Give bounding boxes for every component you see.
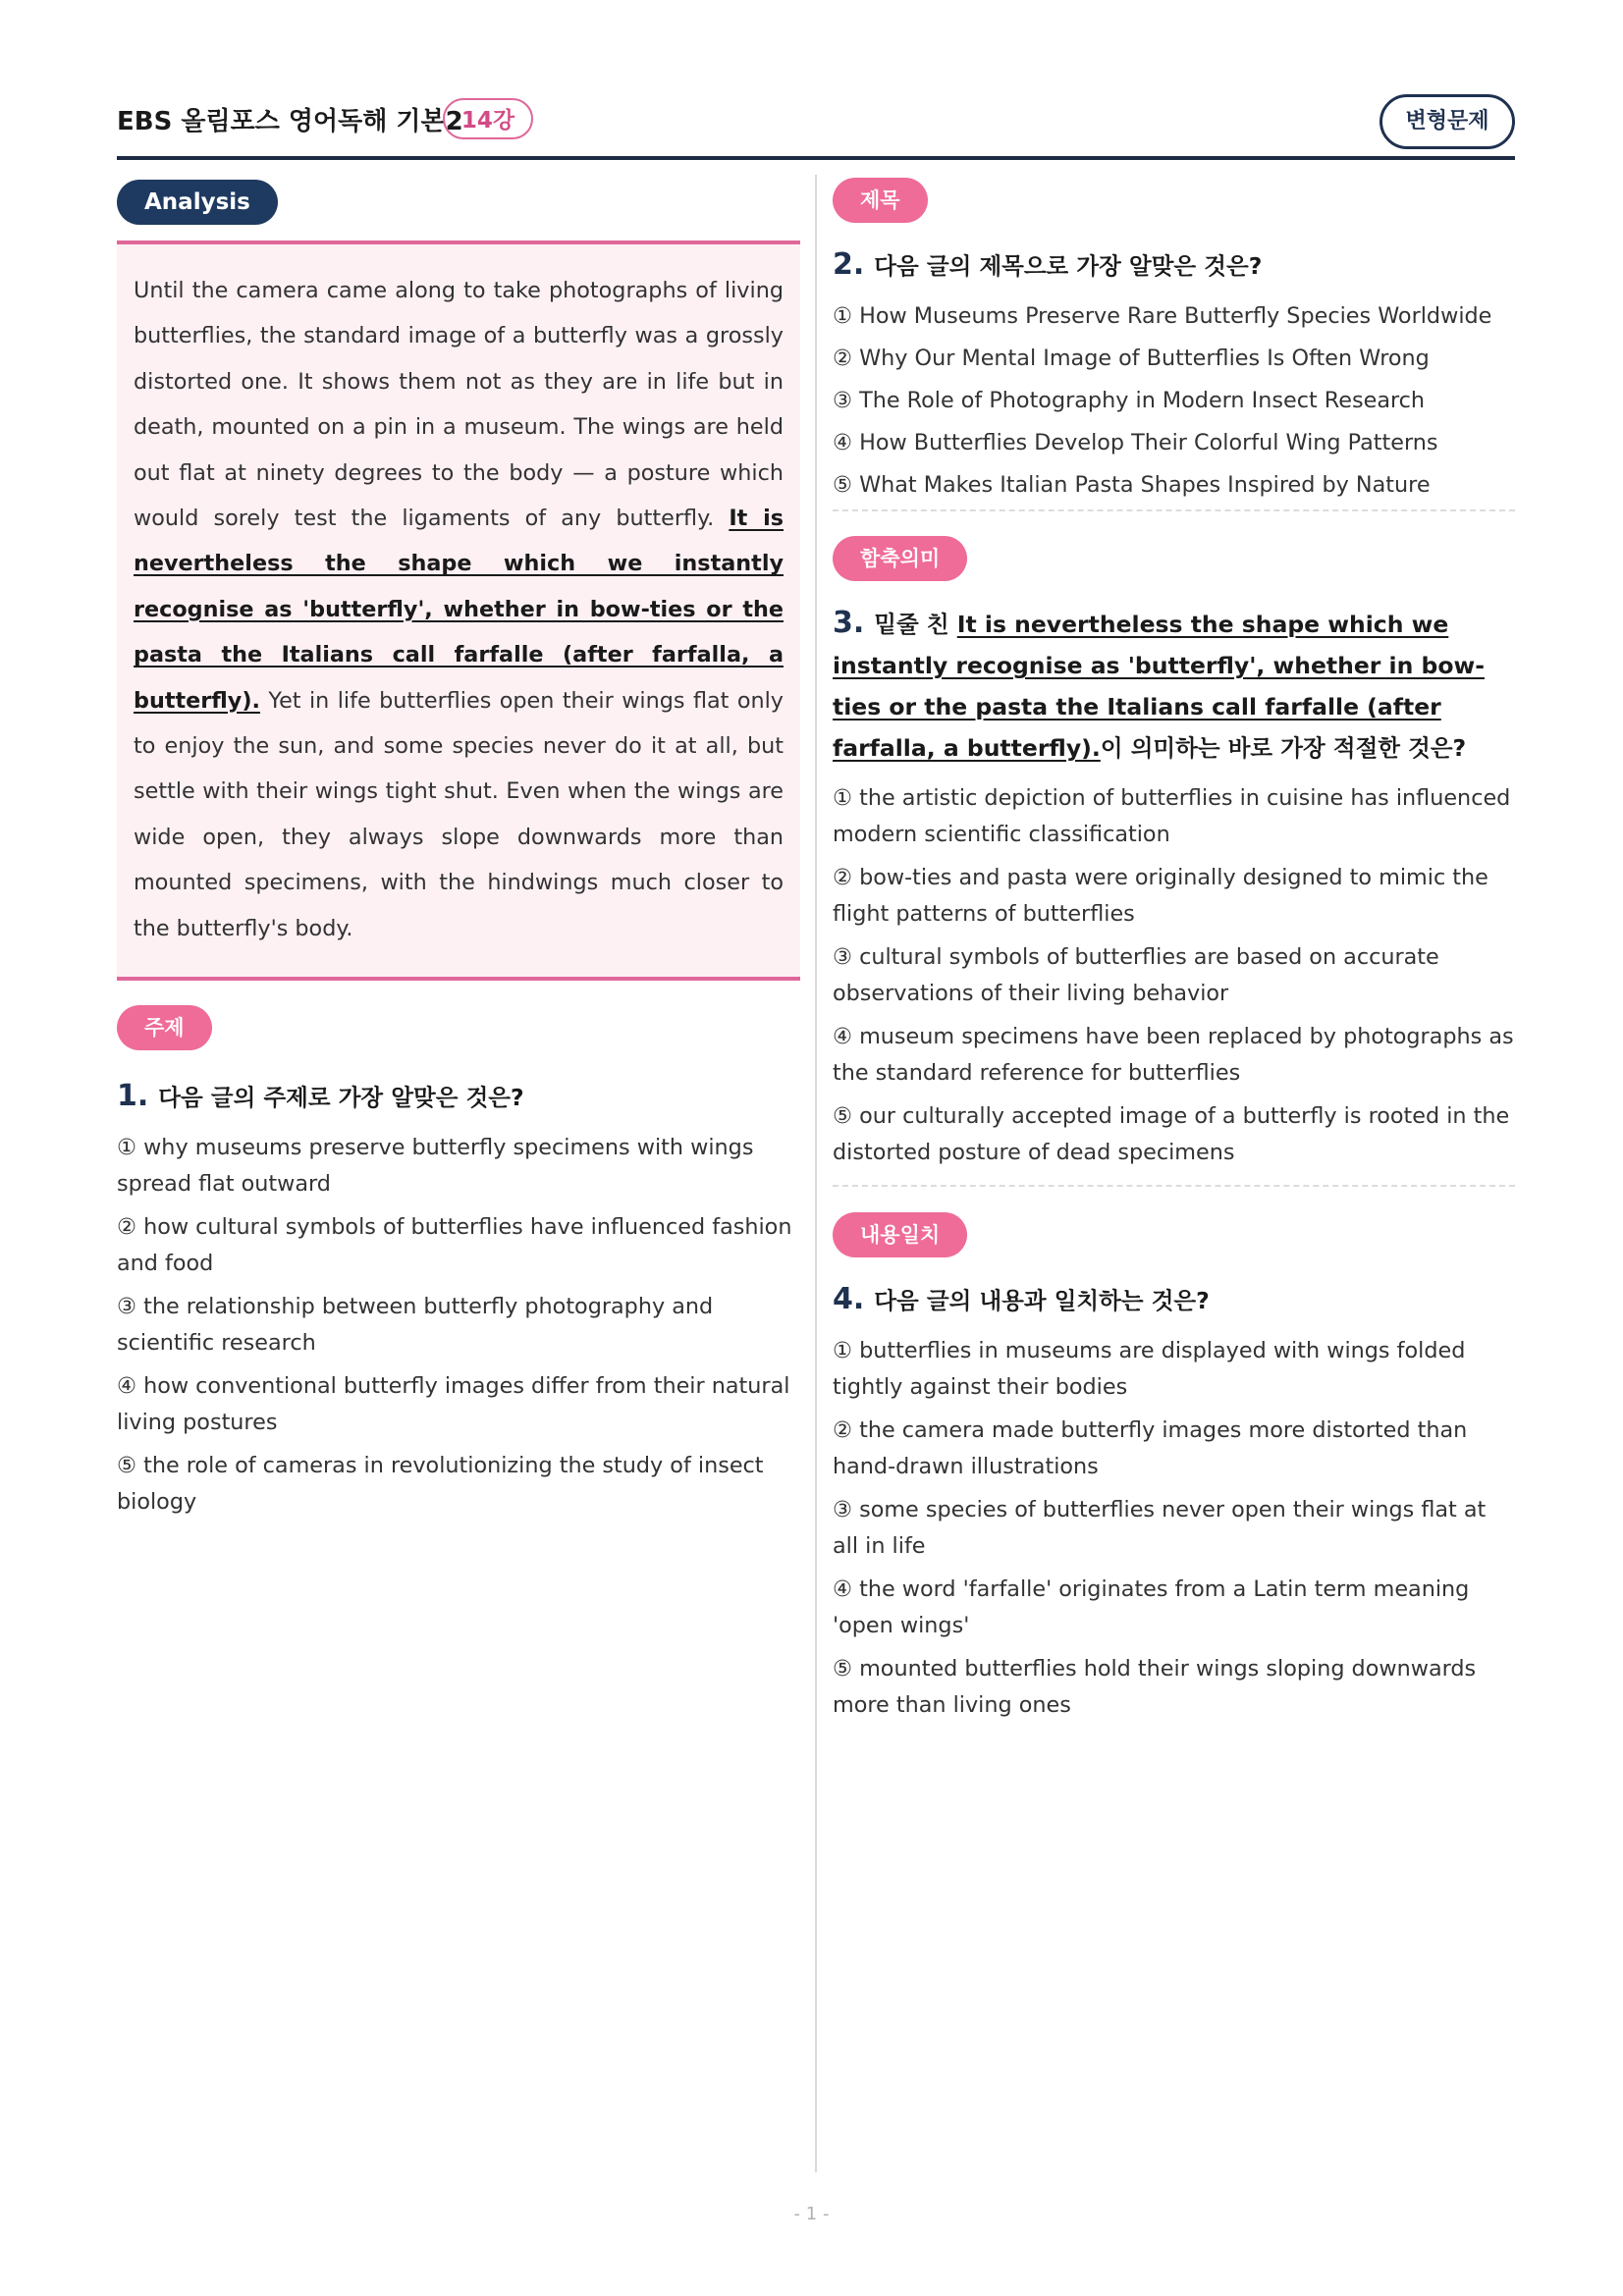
question-3-prompt-suffix: 이 의미하는 바로 가장 적절한 것은?	[1100, 734, 1467, 762]
answer-option[interactable]: ② bow-ties and pasta were originally designed to mimic the flight patterns of butterflies	[833, 865, 1488, 927]
question-4	[833, 1212, 1515, 1724]
question-4-prompt-text: 다음 글의 내용과 일치하는 것은?	[874, 1287, 1210, 1314]
answer-option[interactable]: ④ the word 'farfalle' originates from a Latin term meaning 'open wings'	[833, 1576, 1470, 1638]
passage-underlined-sentence: It is nevertheless the shape which we instantly recognise as 'butterfly', whether in bow-ties or the pasta the Italians call farfalle (after farfalla, a butterfly).	[134, 506, 784, 714]
answer-option[interactable]: ④ museum specimens have been replaced by photographs as the standard reference for butterflies	[833, 1024, 1514, 1086]
question-1	[117, 1005, 800, 1521]
question-3-options	[833, 780, 1515, 1171]
question-1-options	[117, 1130, 800, 1521]
answer-option[interactable]: ③ The Role of Photography in Modern Insect Research	[833, 388, 1426, 413]
passage-text-before: Until the camera came along to take photographs of living butterflies, the standard image of a butterfly was a grossly distorted one. It shows them not as they are in life but in death, mounted on a pin in a museum. The wings are held out flat at ninety degrees to the body — a posture which would sorely test the ligaments of any butterfly.	[134, 278, 784, 532]
answer-option[interactable]: ⑤ the role of cameras in revolutionizing the study of insect biology	[117, 1453, 764, 1516]
answer-option[interactable]: ① the artistic depiction of butterflies in cuisine has influenced modern scientific classification	[833, 785, 1511, 847]
answer-option[interactable]: ③ some species of butterflies never open their wings flat at all in life	[833, 1497, 1487, 1559]
question-4-category-badge: 내용일치	[833, 1212, 967, 1257]
question-3	[833, 536, 1515, 1171]
analysis-badge: Analysis	[117, 180, 278, 225]
answer-option[interactable]: ③ the relationship between butterfly photography and scientific research	[117, 1294, 714, 1357]
question-3-prompt-prefix: 밑줄 친	[874, 611, 957, 638]
passage-text-after: Yet in life butterflies open their wings flat only to enjoy the sun, and some species never do it at all, but settle with their wings tight shut. Even when the wings are wide open, they always slope downwards more than mounted specimens, with the hindwings much closer to the butterfly's body.	[134, 687, 784, 941]
page-header	[117, 98, 1515, 157]
answer-option[interactable]: ① why museums preserve butterfly specimens with wings spread flat outward	[117, 1135, 754, 1198]
question-3-prompt	[833, 603, 1515, 769]
question-4-number: 4.	[833, 1282, 865, 1316]
question-2-number: 2.	[833, 247, 865, 282]
lesson-badge: 14강	[443, 98, 533, 139]
right-column	[833, 178, 1515, 1731]
question-4-prompt	[833, 1279, 1515, 1321]
question-1-number: 1.	[117, 1079, 149, 1114]
question-type-badge: 변형문제	[1380, 94, 1515, 149]
answer-option[interactable]: ⑤ our culturally accepted image of a butterfly is rooted in the distorted posture of dead specimens	[833, 1103, 1510, 1165]
question-2-category-badge: 제목	[833, 178, 928, 223]
question-1-category-badge: 주제	[117, 1005, 212, 1050]
left-column	[117, 180, 800, 1527]
answer-option[interactable]: ② the camera made butterfly images more distorted than hand-drawn illustrations	[833, 1417, 1468, 1479]
question-2	[833, 178, 1515, 504]
answer-option[interactable]: ⑤ What Makes Italian Pasta Shapes Inspired by Nature	[833, 472, 1431, 498]
answer-option[interactable]: ② Why Our Mental Image of Butterflies Is Often Wrong	[833, 346, 1430, 371]
answer-option[interactable]: ④ how conventional butterfly images differ from their natural living postures	[117, 1373, 790, 1436]
answer-option[interactable]: ① butterflies in museums are displayed with wings folded tightly against their bodies	[833, 1338, 1466, 1400]
question-4-options	[833, 1333, 1515, 1724]
answer-option[interactable]: ① How Museums Preserve Rare Butterfly Species Worldwide	[833, 303, 1492, 329]
question-2-prompt	[833, 244, 1515, 287]
question-3-underlined-sentence: It is nevertheless the shape which we instantly recognise as 'butterfly', whether in bow-ties or the pasta the Italians call farfalle (after farfalla, a butterfly).	[833, 611, 1485, 762]
page-number: - 1 -	[793, 2204, 830, 2224]
question-1-prompt	[117, 1076, 800, 1118]
column-divider	[815, 175, 817, 2172]
answer-option[interactable]: ⑤ mounted butterflies hold their wings sloping downwards more than living ones	[833, 1656, 1477, 1718]
section-separator	[833, 509, 1515, 511]
book-title: EBS 올림포스 영어독해 기본2	[117, 107, 463, 136]
header-divider	[117, 156, 1515, 160]
answer-option[interactable]: ③ cultural symbols of butterflies are based on accurate observations of their living behavior	[833, 944, 1439, 1006]
question-3-number: 3.	[833, 606, 865, 640]
reading-passage	[117, 240, 800, 981]
answer-option[interactable]: ② how cultural symbols of butterflies have influenced fashion and food	[117, 1214, 792, 1277]
question-1-prompt-text: 다음 글의 주제로 가장 알맞은 것은?	[158, 1084, 524, 1112]
question-3-category-badge: 함축의미	[833, 536, 967, 581]
question-2-options	[833, 298, 1515, 504]
answer-option[interactable]: ④ How Butterflies Develop Their Colorful Wing Patterns	[833, 430, 1438, 455]
question-2-prompt-text: 다음 글의 제목으로 가장 알맞은 것은?	[874, 252, 1263, 280]
section-separator	[833, 1185, 1515, 1187]
